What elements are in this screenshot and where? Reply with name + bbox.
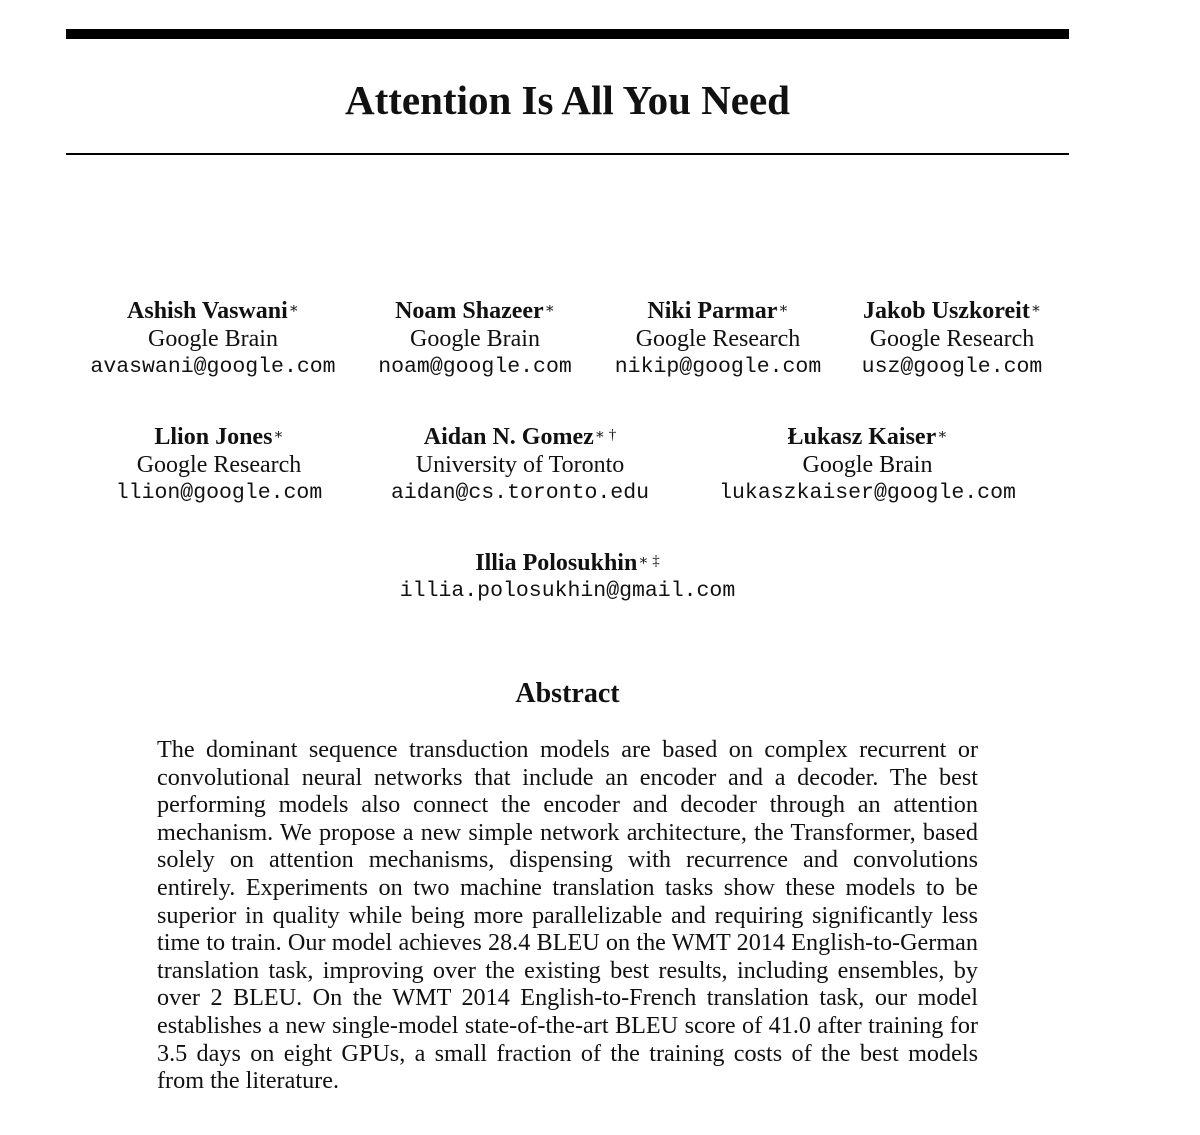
abstract-heading: Abstract xyxy=(515,678,620,709)
author-affiliation: Google Research xyxy=(635,326,801,352)
author-name: Jakob Uszkoreit xyxy=(862,298,1030,324)
author-email[interactable]: nikip@google.com xyxy=(614,355,822,379)
author-affiliation: University of Toronto xyxy=(415,452,625,478)
author-name: Ashish Vaswani xyxy=(127,298,288,324)
author-affiliation: Google Brain xyxy=(148,326,278,352)
author-marks: ∗ ‡ xyxy=(638,553,660,569)
author-email[interactable]: illia.polosukhin@gmail.com xyxy=(399,579,736,603)
author-email[interactable]: usz@google.com xyxy=(861,355,1043,379)
author-block xyxy=(385,423,655,507)
author-block xyxy=(608,297,828,381)
author-name: Łukasz Kaiser xyxy=(787,424,937,450)
author-affiliation: Google Brain xyxy=(802,452,933,478)
author-block xyxy=(710,423,1025,507)
author-name: Aidan N. Gomez xyxy=(423,424,594,450)
author-block xyxy=(370,297,580,381)
author-email[interactable]: lukaszkaiser@google.com xyxy=(719,481,1016,505)
title-rule xyxy=(66,153,1069,155)
author-email[interactable]: aidan@cs.toronto.edu xyxy=(390,481,650,505)
author-marks: ∗ xyxy=(273,427,284,443)
author-affiliation: Google Research xyxy=(869,326,1035,352)
author-email[interactable]: llion@google.com xyxy=(115,481,323,505)
author-marks: ∗ † xyxy=(594,427,617,443)
author-email[interactable]: noam@google.com xyxy=(378,355,572,379)
author-marks: ∗ xyxy=(1030,301,1042,317)
author-marks: ∗ xyxy=(778,301,789,317)
author-block xyxy=(390,549,745,605)
author-name: Llion Jones xyxy=(154,424,273,450)
author-affiliation: Google Brain xyxy=(410,326,540,352)
paper-title: Attention Is All You Need xyxy=(345,77,790,123)
author-name: Noam Shazeer xyxy=(395,298,544,324)
author-block xyxy=(852,297,1052,381)
author-email[interactable]: avaswani@google.com xyxy=(90,355,336,379)
abstract-text: The dominant sequence transduction models are based on complex recurrent or convolutional neural networks that include an encoder and a decoder. The best performing models also connect the encoder and decoder through an attention mechanism. We propose a new simple network architecture, the Transformer, based solely on attention mechanisms, dispensing with recurrence and convolutions entirely. Experiments on two machine translation tasks show these models to be superior in quality while being more parallelizable and requiring significantly less time to train. Our model achieves 28.4 BLEU on the WMT 2014 English-to-German translation task, improving over the existing best results, including ensembles, by over 2 BLEU. On the WMT 2014 English-to-French translation task, our model establishes a new single-model state-of-the-art BLEU score of 41.0 after training for 3.5 days on eight GPUs, a small fraction of the training costs of the best models from the literature. xyxy=(157,736,978,1095)
author-name: Niki Parmar xyxy=(647,298,778,324)
author-marks: ∗ xyxy=(544,301,555,317)
author-affiliation: Google Research xyxy=(136,452,302,478)
author-name: Illia Polosukhin xyxy=(475,550,638,576)
author-marks: ∗ xyxy=(937,427,948,443)
author-block xyxy=(104,423,334,507)
top-rule xyxy=(66,29,1069,39)
author-marks: ∗ xyxy=(288,301,299,317)
author-block xyxy=(88,297,338,381)
